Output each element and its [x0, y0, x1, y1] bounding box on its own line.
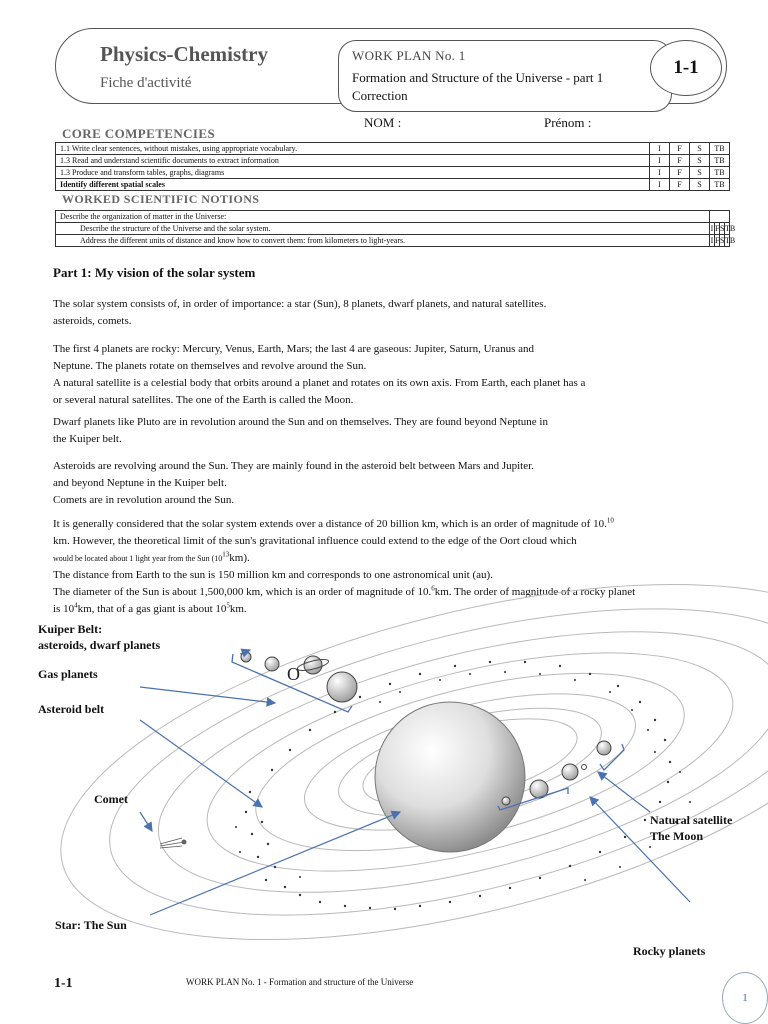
- table-row: [56, 235, 730, 247]
- work-plan-title: Formation and Structure of the Universe - part 1: [352, 70, 604, 85]
- asteroid-belt-label: Asteroid belt: [38, 702, 105, 716]
- level-s: S: [690, 143, 710, 155]
- table-row: [56, 211, 730, 223]
- footer-code: 1-1: [54, 976, 73, 991]
- pluto-icon: O: [287, 664, 300, 684]
- level-f: F: [670, 143, 690, 155]
- text-line: The distance from Earth to the sun is 150 million km and corresponds to one astronomical unit (au).: [53, 569, 493, 581]
- footer-title: WORK PLAN No. 1 - Formation and structure of the Universe: [186, 977, 414, 987]
- text-line: the Kuiper belt.: [53, 433, 122, 445]
- level-blank: [710, 211, 730, 223]
- competency-text: Identify different spatial scales: [56, 179, 650, 191]
- comet-icon: [160, 838, 186, 848]
- sheet-code-badge: 1-1: [650, 40, 722, 96]
- level-tb: TB: [725, 224, 736, 233]
- core-competencies-table: [55, 142, 730, 191]
- level-tb: TB: [710, 179, 730, 191]
- prenom-field-label: Prénom :: [544, 115, 592, 130]
- moon-icon: [582, 765, 587, 770]
- rocky-planets-label: Rocky planets: [633, 944, 706, 958]
- level-f: F: [715, 236, 720, 245]
- paragraph-composition: [53, 296, 546, 330]
- subject-title: Physics-Chemistry: [100, 42, 268, 66]
- nom-field-label: NOM :: [364, 115, 402, 130]
- level-i: I: [650, 167, 670, 179]
- text-line: Asteroids are revolving around the Sun. They are mainly found in the asteroid belt between Mars and Jupiter.: [53, 460, 534, 472]
- worked-notions-heading: WORKED SCIENTIFIC NOTIONS: [62, 192, 260, 206]
- level-i: I: [710, 236, 714, 245]
- level-tb: TB: [710, 143, 730, 155]
- text-line: or several natural satellites. The one of the Earth is called the Moon.: [53, 394, 354, 406]
- worked-notions-table: [55, 210, 736, 247]
- table-row: [56, 143, 730, 155]
- level-s: S: [690, 179, 710, 191]
- level-f: F: [715, 224, 720, 233]
- text-line: The first 4 planets are rocky: Mercury, Venus, Earth, Mars; the last 4 are gaseous: Jupiter, Saturn, Uranus and: [53, 343, 534, 355]
- table-row: [56, 167, 730, 179]
- part-title: Part 1: My vision of the solar system: [53, 265, 256, 280]
- text-line: would be located about 1 light year from the Sun $(10^{13}km)$.: [53, 550, 250, 564]
- sun-icon: [375, 702, 525, 852]
- level-i: I: [650, 143, 670, 155]
- text-line: Neptune. The planets rotate on themselves and revolve around the Sun.: [53, 360, 367, 372]
- table-row: [56, 179, 730, 191]
- saturn-icon: [304, 656, 322, 674]
- text-line: km. However, the theoretical limit of the sun's gravitational influence could extend to the edge of the Oort cloud which: [53, 535, 577, 547]
- notion-text: Address the different units of distance and know how to convert them: from kilometers to light-years.: [56, 235, 710, 247]
- level-tb: TB: [710, 155, 730, 167]
- level-s: S: [690, 167, 710, 179]
- text-line: The solar system consists of, in order of importance: a star (Sun), 8 planets, dwarf planets, and natural satellites.: [53, 298, 547, 310]
- paragraph-distances: [53, 516, 635, 618]
- level-s: S: [720, 224, 725, 233]
- level-i: I: [650, 179, 670, 191]
- jupiter-icon: [327, 672, 357, 702]
- work-plan-subtitle: Correction: [352, 88, 408, 103]
- text-line: Dwarf planets like Pluto are in revolution around the Sun and on themselves. They are found beyond Neptune in: [53, 416, 548, 428]
- text-line: Comets are in revolution around the Sun.: [53, 494, 235, 506]
- gas-planets-label: Gas planets: [38, 667, 98, 681]
- core-competencies-heading: CORE COMPETENCIES: [62, 126, 216, 141]
- table-row: [56, 223, 730, 235]
- notion-text: Describe the structure of the Universe and the solar system.: [56, 223, 710, 235]
- text-line: It is generally considered that the solar system extends over a distance of 20 billion km, which is an order of magnitude of 10.10: [53, 516, 614, 530]
- text-line: and beyond Neptune in the Kuiper belt.: [53, 477, 227, 489]
- level-s: S: [690, 155, 710, 167]
- work-plan-number: WORK PLAN No. 1: [352, 48, 466, 63]
- competency-text: 1.3 Read and understand scientific documents to extract information: [56, 155, 650, 167]
- level-i: I: [710, 224, 714, 233]
- text-line: asteroids, comets.: [53, 315, 132, 327]
- uranus-icon: [265, 657, 279, 671]
- fiche-label: Fiche d'activité: [100, 75, 192, 91]
- level-s: S: [720, 236, 725, 245]
- competency-text: 1.3 Produce and transform tables, graphs, diagrams: [56, 167, 650, 179]
- text-line: is $10^4km$, that of a gas giant is about $10^5km$.: [53, 601, 247, 615]
- level-i: I: [650, 155, 670, 167]
- mars-icon: [597, 741, 611, 755]
- page-number: 1: [722, 972, 768, 1024]
- paragraph-planets: [53, 341, 585, 409]
- text-line: A natural satellite is a celestial body that orbits around a planet and rotates on its own axis. From Earth, each planet has a: [53, 377, 586, 389]
- kuiper-belt-label: Kuiper Belt: asteroids, dwarf planets: [38, 622, 161, 652]
- solar-system-diagram: [0, 612, 768, 972]
- level-f: F: [670, 167, 690, 179]
- level-tb: TB: [710, 167, 730, 179]
- level-f: F: [670, 155, 690, 167]
- paragraph-dwarf-planets: [53, 414, 548, 448]
- sun-label: Star: The Sun: [55, 918, 127, 932]
- paragraph-asteroids: [53, 458, 534, 509]
- level-tb: TB: [725, 236, 736, 245]
- competency-text: 1.1 Write clear sentences, without mistakes, using appropriate vocabulary.: [56, 143, 650, 155]
- table-row: [56, 155, 730, 167]
- level-f: F: [670, 179, 690, 191]
- earth-icon: [562, 764, 578, 780]
- mercury-icon: [502, 797, 510, 805]
- text-line: The diameter of the Sun is about 1,500,000 km, which is an order of magnitude of 10.$^6$km. The order of magnitude of a rocky planet: [53, 584, 636, 598]
- notion-intro: Describe the organization of matter in the Universe:: [56, 211, 710, 223]
- comet-label: Comet: [94, 792, 128, 806]
- natural-satellite-label: Natural satellite The Moon: [650, 813, 733, 843]
